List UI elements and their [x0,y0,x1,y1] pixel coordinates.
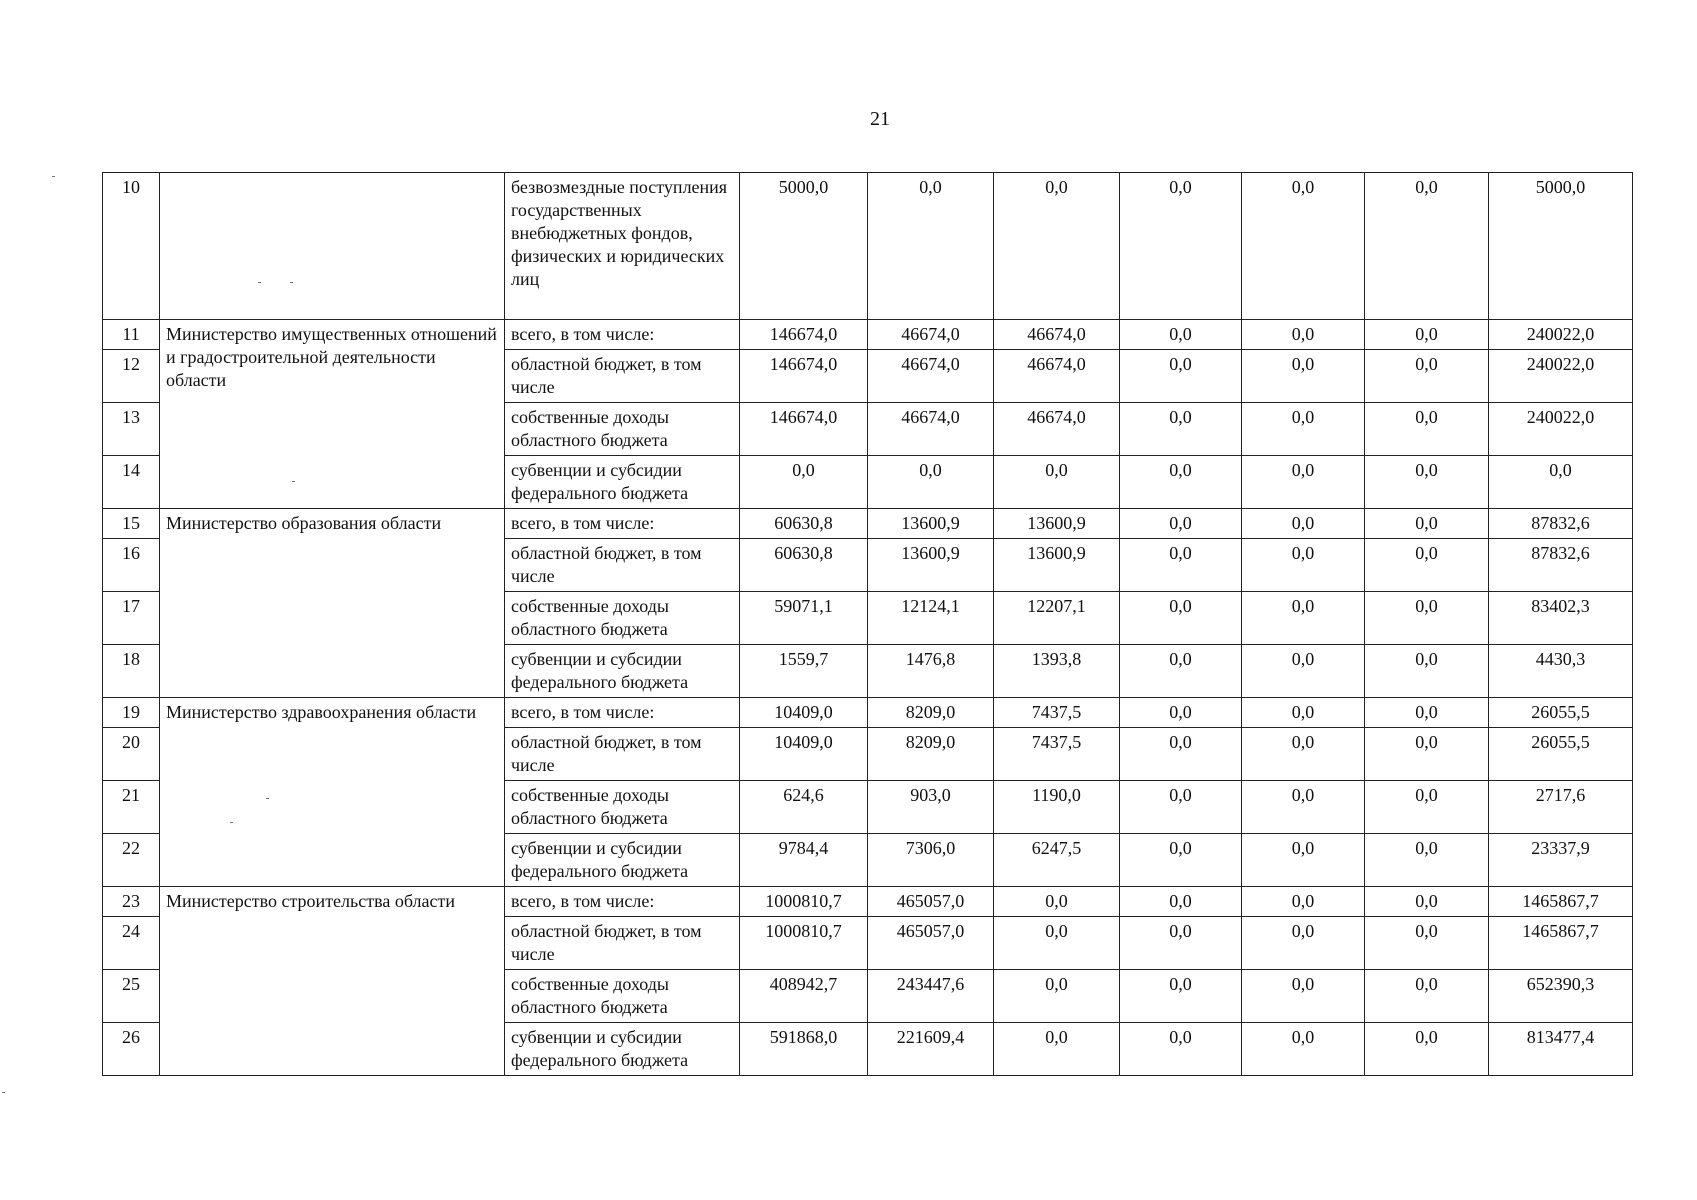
funding-source: областной бюджет, в том числе [505,728,740,781]
table-row [103,509,1633,539]
amount-cell: 0,0 [1120,539,1242,592]
amount-cell: 6247,5 [994,834,1120,887]
amount-cell: 1476,8 [868,645,994,698]
amount-cell: 7306,0 [868,834,994,887]
amount-cell: 146674,0 [740,350,868,403]
amount-cell: 0,0 [1365,350,1489,403]
amount-cell: 903,0 [868,781,994,834]
amount-cell: 0,0 [1242,781,1365,834]
amount-cell: 1465867,7 [1489,917,1633,970]
amount-cell: 87832,6 [1489,509,1633,539]
amount-cell: 0,0 [1120,403,1242,456]
amount-cell: 0,0 [1365,509,1489,539]
amount-cell: 0,0 [994,917,1120,970]
amount-cell: 591868,0 [740,1023,868,1076]
row-number: 11 [103,320,160,350]
amount-cell: 0,0 [740,456,868,509]
amount-cell: 46674,0 [994,403,1120,456]
amount-cell: 0,0 [994,173,1120,320]
amount-cell: 13600,9 [868,509,994,539]
amount-cell: 813477,4 [1489,1023,1633,1076]
amount-cell: 240022,0 [1489,403,1633,456]
amount-cell: 0,0 [1120,728,1242,781]
amount-cell: 624,6 [740,781,868,834]
amount-cell: 0,0 [1242,834,1365,887]
row-number: 18 [103,645,160,698]
amount-cell: 46674,0 [868,320,994,350]
amount-cell: 0,0 [994,887,1120,917]
funding-source: областной бюджет, в том числе [505,539,740,592]
amount-cell: 0,0 [1242,539,1365,592]
row-number: 15 [103,509,160,539]
budget-table [102,172,1633,1076]
amount-cell: 0,0 [1365,917,1489,970]
row-number: 21 [103,781,160,834]
amount-cell: 408942,7 [740,970,868,1023]
amount-cell: 46674,0 [868,403,994,456]
amount-cell: 59071,1 [740,592,868,645]
funding-source: субвенции и субсидии федерального бюджета [505,834,740,887]
organization-name: Министерство имущественных отношений и градостроительной деятельности области [160,320,505,509]
amount-cell: 1393,8 [994,645,1120,698]
row-number: 19 [103,698,160,728]
funding-source: всего, в том числе: [505,320,740,350]
amount-cell: 83402,3 [1489,592,1633,645]
amount-cell: 0,0 [1120,887,1242,917]
amount-cell: 7437,5 [994,698,1120,728]
amount-cell: 0,0 [1242,456,1365,509]
amount-cell: 0,0 [868,173,994,320]
funding-source: субвенции и субсидии федерального бюджета [505,1023,740,1076]
amount-cell: 0,0 [1120,592,1242,645]
amount-cell: 46674,0 [994,350,1120,403]
amount-cell: 13600,9 [868,539,994,592]
amount-cell: 12124,1 [868,592,994,645]
funding-source: областной бюджет, в том числе [505,917,740,970]
row-number: 14 [103,456,160,509]
amount-cell: 0,0 [1365,970,1489,1023]
amount-cell: 60630,8 [740,509,868,539]
funding-source: всего, в том числе: [505,887,740,917]
funding-source: субвенции и субсидии федерального бюджета [505,645,740,698]
amount-cell: 0,0 [1120,645,1242,698]
amount-cell: 12207,1 [994,592,1120,645]
amount-cell: 0,0 [1242,350,1365,403]
amount-cell: 146674,0 [740,403,868,456]
amount-cell: 0,0 [1242,592,1365,645]
organization-cell [160,173,505,320]
page-number: 21 [870,108,890,130]
amount-cell: 0,0 [1365,1023,1489,1076]
amount-cell: 465057,0 [868,917,994,970]
amount-cell: 8209,0 [868,728,994,781]
table-row [103,887,1633,917]
amount-cell: 0,0 [994,456,1120,509]
amount-cell: 0,0 [1120,970,1242,1023]
amount-cell: 0,0 [1242,403,1365,456]
amount-cell: 0,0 [1120,320,1242,350]
amount-cell: 23337,9 [1489,834,1633,887]
amount-cell: 0,0 [1365,403,1489,456]
funding-source: собственные доходы областного бюджета [505,970,740,1023]
amount-cell: 5000,0 [740,173,868,320]
amount-cell: 0,0 [1365,728,1489,781]
funding-source: всего, в том числе: [505,698,740,728]
funding-source: собственные доходы областного бюджета [505,781,740,834]
table-row [103,173,1633,320]
row-number: 16 [103,539,160,592]
amount-cell: 4430,3 [1489,645,1633,698]
amount-cell: 0,0 [1365,320,1489,350]
amount-cell: 0,0 [1489,456,1633,509]
amount-cell: 0,0 [1365,887,1489,917]
amount-cell: 0,0 [1120,1023,1242,1076]
amount-cell: 0,0 [1120,781,1242,834]
amount-cell: 46674,0 [868,350,994,403]
funding-source: областной бюджет, в том числе [505,350,740,403]
amount-cell: 0,0 [994,970,1120,1023]
amount-cell: 0,0 [1120,834,1242,887]
amount-cell: 0,0 [1242,970,1365,1023]
amount-cell: 0,0 [1242,1023,1365,1076]
amount-cell: 2717,6 [1489,781,1633,834]
amount-cell: 5000,0 [1489,173,1633,320]
row-number: 12 [103,350,160,403]
amount-cell: 13600,9 [994,509,1120,539]
amount-cell: 26055,5 [1489,728,1633,781]
row-number: 22 [103,834,160,887]
amount-cell: 1465867,7 [1489,887,1633,917]
row-number: 10 [103,173,160,320]
amount-cell: 0,0 [1365,834,1489,887]
amount-cell: 0,0 [1242,698,1365,728]
row-number: 13 [103,403,160,456]
amount-cell: 0,0 [1120,350,1242,403]
amount-cell: 0,0 [1365,456,1489,509]
amount-cell: 1190,0 [994,781,1120,834]
row-number: 17 [103,592,160,645]
amount-cell: 240022,0 [1489,350,1633,403]
amount-cell: 0,0 [994,1023,1120,1076]
amount-cell: 221609,4 [868,1023,994,1076]
amount-cell: 87832,6 [1489,539,1633,592]
amount-cell: 0,0 [1242,728,1365,781]
amount-cell: 10409,0 [740,728,868,781]
amount-cell: 652390,3 [1489,970,1633,1023]
amount-cell: 240022,0 [1489,320,1633,350]
amount-cell: 243447,6 [868,970,994,1023]
row-number: 25 [103,970,160,1023]
amount-cell: 0,0 [1242,173,1365,320]
amount-cell: 46674,0 [994,320,1120,350]
organization-name: Министерство здравоохранения области [160,698,505,887]
table-row [103,320,1633,350]
funding-source: собственные доходы областного бюджета [505,592,740,645]
amount-cell: 0,0 [1242,320,1365,350]
amount-cell: 0,0 [1365,645,1489,698]
amount-cell: 1559,7 [740,645,868,698]
table-row [103,698,1633,728]
amount-cell: 0,0 [1365,539,1489,592]
row-number: 24 [103,917,160,970]
amount-cell: 0,0 [1365,592,1489,645]
amount-cell: 146674,0 [740,320,868,350]
amount-cell: 0,0 [1242,509,1365,539]
amount-cell: 10409,0 [740,698,868,728]
funding-source: собственные доходы областного бюджета [505,403,740,456]
amount-cell: 0,0 [1120,917,1242,970]
amount-cell: 0,0 [1242,917,1365,970]
amount-cell: 9784,4 [740,834,868,887]
amount-cell: 13600,9 [994,539,1120,592]
organization-name: Министерство образования области [160,509,505,698]
amount-cell: 465057,0 [868,887,994,917]
amount-cell: 60630,8 [740,539,868,592]
row-number: 26 [103,1023,160,1076]
amount-cell: 0,0 [1120,698,1242,728]
funding-source: субвенции и субсидии федерального бюджета [505,456,740,509]
row-number: 23 [103,887,160,917]
amount-cell: 7437,5 [994,728,1120,781]
amount-cell: 8209,0 [868,698,994,728]
organization-name: Министерство строительства области [160,887,505,1076]
amount-cell: 0,0 [1120,456,1242,509]
amount-cell: 26055,5 [1489,698,1633,728]
amount-cell: 0,0 [1365,698,1489,728]
amount-cell: 1000810,7 [740,917,868,970]
amount-cell: 0,0 [1365,781,1489,834]
row-number: 20 [103,728,160,781]
amount-cell: 1000810,7 [740,887,868,917]
amount-cell: 0,0 [1120,173,1242,320]
funding-source: безвозмездные поступления государственных внебюджетных фондов, физических и юридических лиц [505,173,740,320]
amount-cell: 0,0 [1120,509,1242,539]
funding-source: всего, в том числе: [505,509,740,539]
amount-cell: 0,0 [1242,645,1365,698]
amount-cell: 0,0 [1242,887,1365,917]
amount-cell: 0,0 [1365,173,1489,320]
amount-cell: 0,0 [868,456,994,509]
